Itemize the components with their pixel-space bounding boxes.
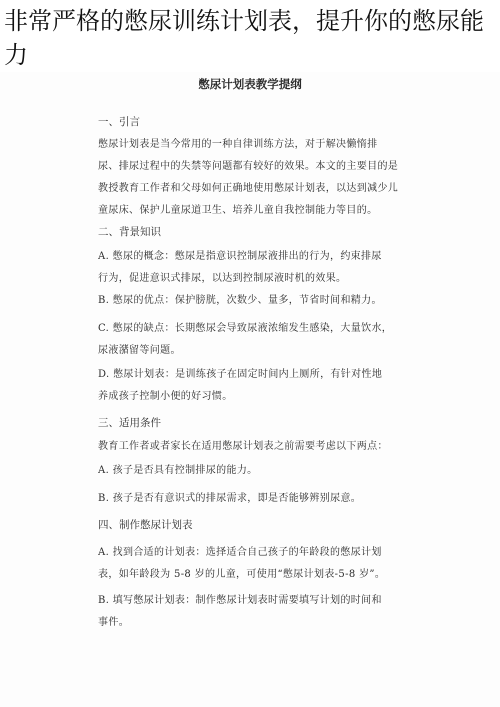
- paragraph-line: 教授教育工作者和父母如何正确地使用憋尿计划表，以达到减少儿: [98, 183, 399, 194]
- paragraph-line: 表，如年龄段为 5-8 岁的儿童，可使用“憋尿计划表-5-8 岁”。: [98, 569, 386, 580]
- paragraph-background-c: [98, 318, 438, 362]
- paragraph-conditions-b: [98, 488, 438, 510]
- document-image: [0, 72, 500, 707]
- paragraph-line: C. 憋尿的缺点：长期憋尿会导致尿液浓缩发生感染，大量饮水，: [98, 323, 393, 334]
- paragraph-make-a: [98, 542, 438, 586]
- paragraph-line: A. 憋尿的概念：憋尿是指意识控制尿液排出的行为，约束排尿: [98, 251, 382, 262]
- paragraph-conditions-intro: [98, 436, 438, 458]
- paragraph-line: 尿、排尿过程中的失禁等问题都有较好的效果。本文的主要目的是: [98, 161, 399, 172]
- page-headline: 非常严格的憋尿训练计划表，提升你的憋尿能力: [4, 7, 484, 69]
- paragraph-intro: [98, 134, 438, 222]
- paragraph-line: 养成孩子控制小便的好习惯。: [98, 391, 233, 402]
- paragraph-line: A. 找到合适的计划表：选择适合自己孩子的年龄段的憋尿计划: [98, 547, 382, 558]
- section-heading-background: 二、背景知识: [98, 226, 161, 238]
- paragraph-background-d: [98, 364, 438, 408]
- section-heading-conditions: 三、适用条件: [98, 417, 161, 429]
- paragraph-line: 童尿床、保护儿童尿道卫生、培养儿童自我控制能力等目的。: [98, 205, 378, 216]
- paragraph-line: 尿液潴留等问题。: [98, 345, 181, 356]
- paragraph-background-a: [98, 246, 438, 290]
- paragraph-line: 憋尿计划表是当今常用的一种自律训练方法，对于解决懒惰排: [98, 139, 378, 150]
- paragraph-make-b: [98, 590, 438, 634]
- section-heading-intro: 一、引言: [98, 116, 140, 128]
- paragraph-line: 事件。: [98, 617, 130, 628]
- section-heading-make-plan: 四、制作憋尿计划表: [98, 519, 193, 531]
- paragraph-line: B. 憋尿的优点：保护膀胱，次数少、量多，节省时间和精力。: [98, 295, 382, 306]
- paragraph-line: 教育工作者或者家长在适用憋尿计划表之前需要考虑以下两点：: [98, 441, 388, 452]
- paragraph-line: B. 孩子是否有意识式的排尿需求，即是否能够辨别尿意。: [98, 493, 362, 504]
- paragraph-conditions-a: [98, 460, 438, 482]
- document-title: 憋尿计划表教学提纲: [198, 77, 302, 91]
- paragraph-line: D. 憋尿计划表：是训练孩子在固定时间内上厕所，有针对性地: [98, 369, 383, 380]
- paragraph-line: A. 孩子是否具有控制排尿的能力。: [98, 465, 258, 476]
- paragraph-background-b: [98, 290, 438, 312]
- paragraph-line: B. 填写憋尿计划表：制作憋尿计划表时需要填写计划的时间和: [98, 595, 382, 606]
- paragraph-line: 行为，促进意识式排尿，以达到控制尿液时机的效果。: [98, 273, 347, 284]
